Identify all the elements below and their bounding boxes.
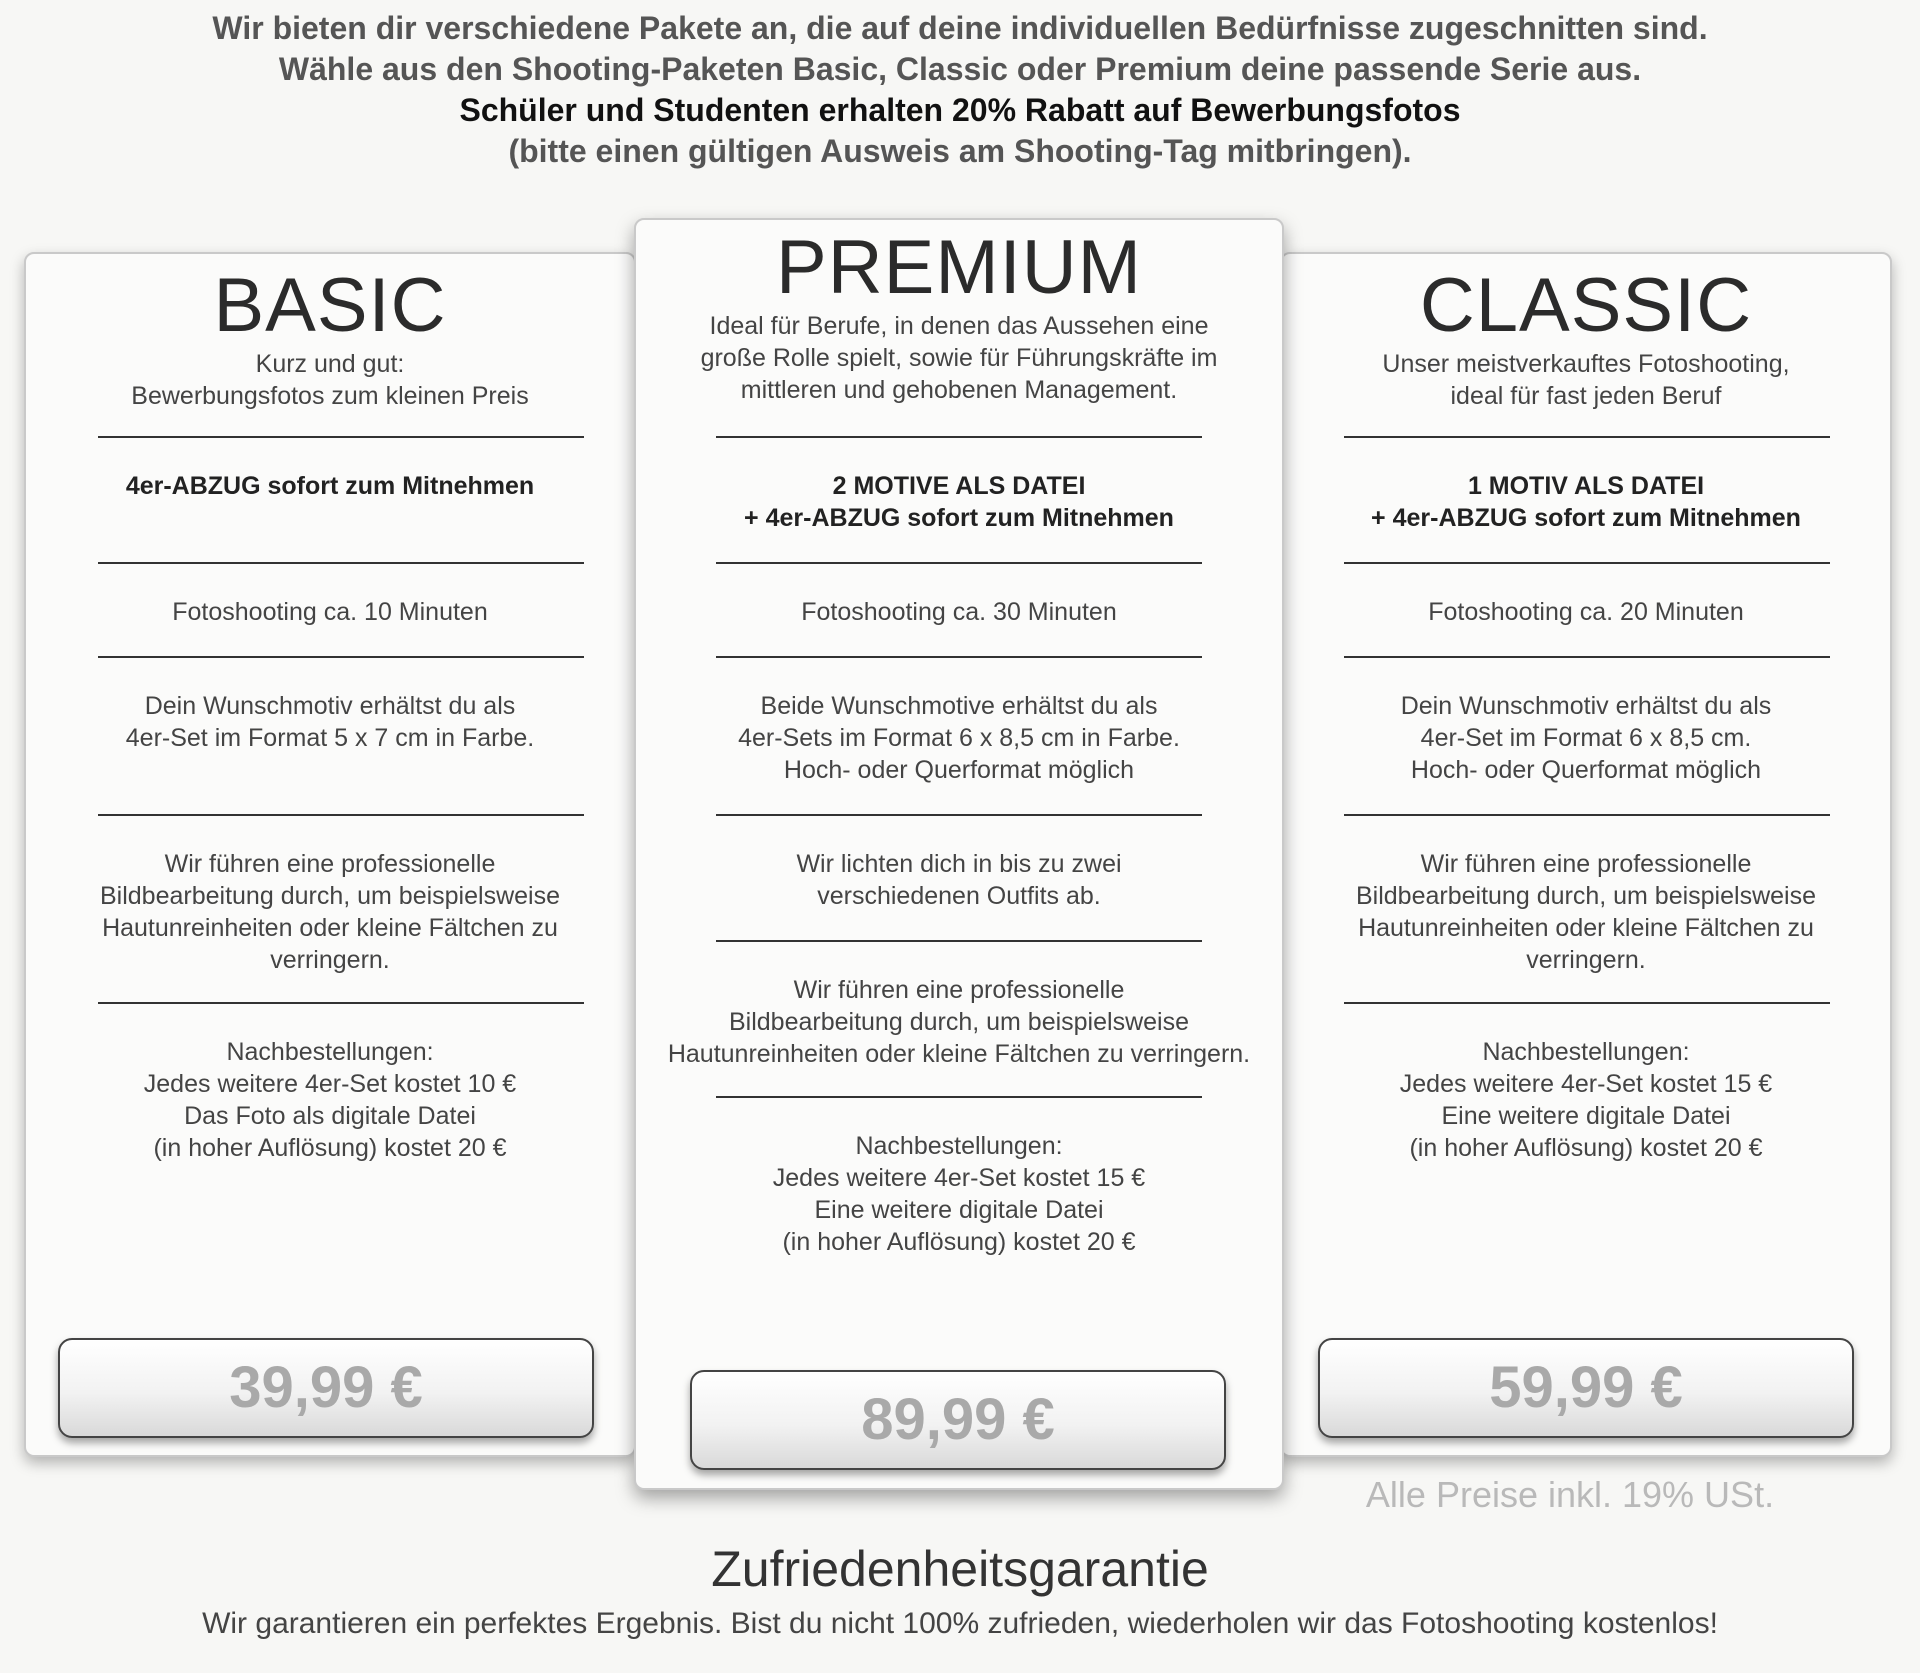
package-prints: + 4er-ABZUG sofort zum Mitnehmen <box>1371 504 1801 532</box>
package-edit-line-4: verringern. <box>270 946 390 974</box>
package-edit-line-2: Bildbearbeitung durch, um beispielsweise <box>729 1008 1189 1036</box>
package-edit-line-1: Wir führen eine professionelle <box>164 850 496 878</box>
divider <box>716 656 1202 658</box>
divider <box>716 814 1202 816</box>
package-duration: Fotoshooting ca. 10 Minuten <box>172 598 488 626</box>
package-subtitle-2: ideal für fast jeden Beruf <box>1450 382 1722 410</box>
intro-id-note: (bitte einen gültigen Ausweis am Shooting-Tag mitbringen). <box>508 133 1412 169</box>
package-edit-line-2: Bildbearbeitung durch, um beispielsweise <box>1356 882 1816 910</box>
package-edit-line-1: Wir führen eine professionelle <box>793 976 1125 1004</box>
reorder-line-2: Das Foto als digitale Datei <box>184 1102 476 1130</box>
reorder-line-1: Jedes weitere 4er-Set kostet 15 € <box>772 1164 1146 1192</box>
intro-text <box>0 8 1920 172</box>
package-edit-line-2: Bildbearbeitung durch, um beispielsweise <box>100 882 560 910</box>
package-motif-line-3: Hoch- oder Querformat möglich <box>783 756 1135 784</box>
price-button-premium[interactable]: 89,99 € <box>690 1370 1226 1470</box>
package-edit-line-3: Hautunreinheiten oder kleine Fältchen zu verringern. <box>667 1040 1251 1068</box>
package-title: PREMIUM <box>776 225 1142 310</box>
divider <box>1344 436 1830 438</box>
package-files: 1 MOTIV ALS DATEI <box>1467 472 1705 500</box>
package-motif-line-1: Beide Wunschmotive erhältst du als <box>760 692 1158 720</box>
package-subtitle-2: große Rolle spielt, sowie für Führungskräfte im <box>700 344 1218 372</box>
divider <box>98 656 584 658</box>
reorder-line-3: (in hoher Auflösung) kostet 20 € <box>782 1228 1136 1256</box>
reorder-heading: Nachbestellungen: <box>1482 1038 1690 1066</box>
divider <box>98 814 584 816</box>
package-prints: + 4er-ABZUG sofort zum Mitnehmen <box>744 504 1174 532</box>
package-card-classic <box>1280 252 1892 1457</box>
package-edit-line-1: Wir führen eine professionelle <box>1420 850 1752 878</box>
package-title: CLASSIC <box>1419 263 1753 348</box>
divider <box>98 562 584 564</box>
divider <box>716 940 1202 942</box>
intro-discount-line: Schüler und Studenten erhalten 20% Rabatt auf Bewerbungsfotos <box>459 92 1461 128</box>
divider <box>1344 656 1830 658</box>
package-duration: Fotoshooting ca. 30 Minuten <box>801 598 1117 626</box>
package-edit-line-3: Hautunreinheiten oder kleine Fältchen zu <box>102 914 558 942</box>
reorder-line-2: Eine weitere digitale Datei <box>1441 1102 1731 1130</box>
divider <box>1344 814 1830 816</box>
package-motif-line-1: Dein Wunschmotiv erhältst du als <box>144 692 516 720</box>
package-prints: 4er-ABZUG sofort zum Mitnehmen <box>125 472 535 500</box>
divider <box>98 1002 584 1004</box>
reorder-line-3: (in hoher Auflösung) kostet 20 € <box>153 1134 507 1162</box>
intro-line-2: Wähle aus den Shooting-Paketen Basic, Classic oder Premium deine passende Serie aus. <box>278 51 1642 87</box>
package-motif-line-2: 4er-Set im Format 5 x 7 cm in Farbe. <box>125 724 535 752</box>
package-files: 2 MOTIVE ALS DATEI <box>832 472 1086 500</box>
package-subtitle-2: Bewerbungsfotos zum kleinen Preis <box>131 382 529 410</box>
divider <box>716 562 1202 564</box>
vat-note: Alle Preise inkl. 19% USt. <box>1365 1474 1775 1515</box>
guarantee-text: Wir garantieren ein perfektes Ergebnis. Bist du nicht 100% zufrieden, wiederholen wir das Fotoshooting kostenlos! <box>202 1607 1718 1640</box>
package-subtitle-3: mittleren und gehobenen Management. <box>740 376 1178 404</box>
intro-line-1: Wir bieten dir verschiedene Pakete an, die auf deine individuellen Bedürfnisse zugeschnitten sind. <box>212 10 1708 46</box>
package-motif-line-2: 4er-Set im Format 6 x 8,5 cm. <box>1420 724 1752 752</box>
divider <box>98 436 584 438</box>
package-card-basic <box>24 252 636 1457</box>
package-motif-line-1: Dein Wunschmotiv erhältst du als <box>1400 692 1772 720</box>
price-button-basic[interactable]: 39,99 € <box>58 1338 594 1438</box>
reorder-heading: Nachbestellungen: <box>855 1132 1063 1160</box>
package-edit-line-4: verringern. <box>1526 946 1646 974</box>
package-duration: Fotoshooting ca. 20 Minuten <box>1428 598 1744 626</box>
package-motif-line-2: 4er-Sets im Format 6 x 8,5 cm in Farbe. <box>738 724 1180 752</box>
reorder-line-2: Eine weitere digitale Datei <box>814 1196 1104 1224</box>
package-subtitle-1: Ideal für Berufe, in denen das Aussehen eine <box>709 312 1209 340</box>
divider <box>1344 562 1830 564</box>
package-subtitle-1: Unser meistverkauftes Fotoshooting, <box>1382 350 1790 378</box>
divider <box>1344 1002 1830 1004</box>
package-motif-line-3: Hoch- oder Querformat möglich <box>1410 756 1762 784</box>
divider <box>716 1096 1202 1098</box>
package-outfit-line-2: verschiedenen Outfits ab. <box>817 882 1101 910</box>
package-title: BASIC <box>213 263 447 348</box>
divider <box>716 436 1202 438</box>
reorder-line-1: Jedes weitere 4er-Set kostet 10 € <box>143 1070 517 1098</box>
package-edit-line-3: Hautunreinheiten oder kleine Fältchen zu <box>1358 914 1814 942</box>
reorder-line-3: (in hoher Auflösung) kostet 20 € <box>1409 1134 1763 1162</box>
package-card-premium <box>634 218 1284 1490</box>
package-subtitle-1: Kurz und gut: <box>255 350 405 378</box>
package-outfit-line-1: Wir lichten dich in bis zu zwei <box>796 850 1122 878</box>
reorder-heading: Nachbestellungen: <box>226 1038 434 1066</box>
price-button-classic[interactable]: 59,99 € <box>1318 1338 1854 1438</box>
reorder-line-1: Jedes weitere 4er-Set kostet 15 € <box>1399 1070 1773 1098</box>
guarantee-title: Zufriedenheitsgarantie <box>711 1541 1209 1597</box>
